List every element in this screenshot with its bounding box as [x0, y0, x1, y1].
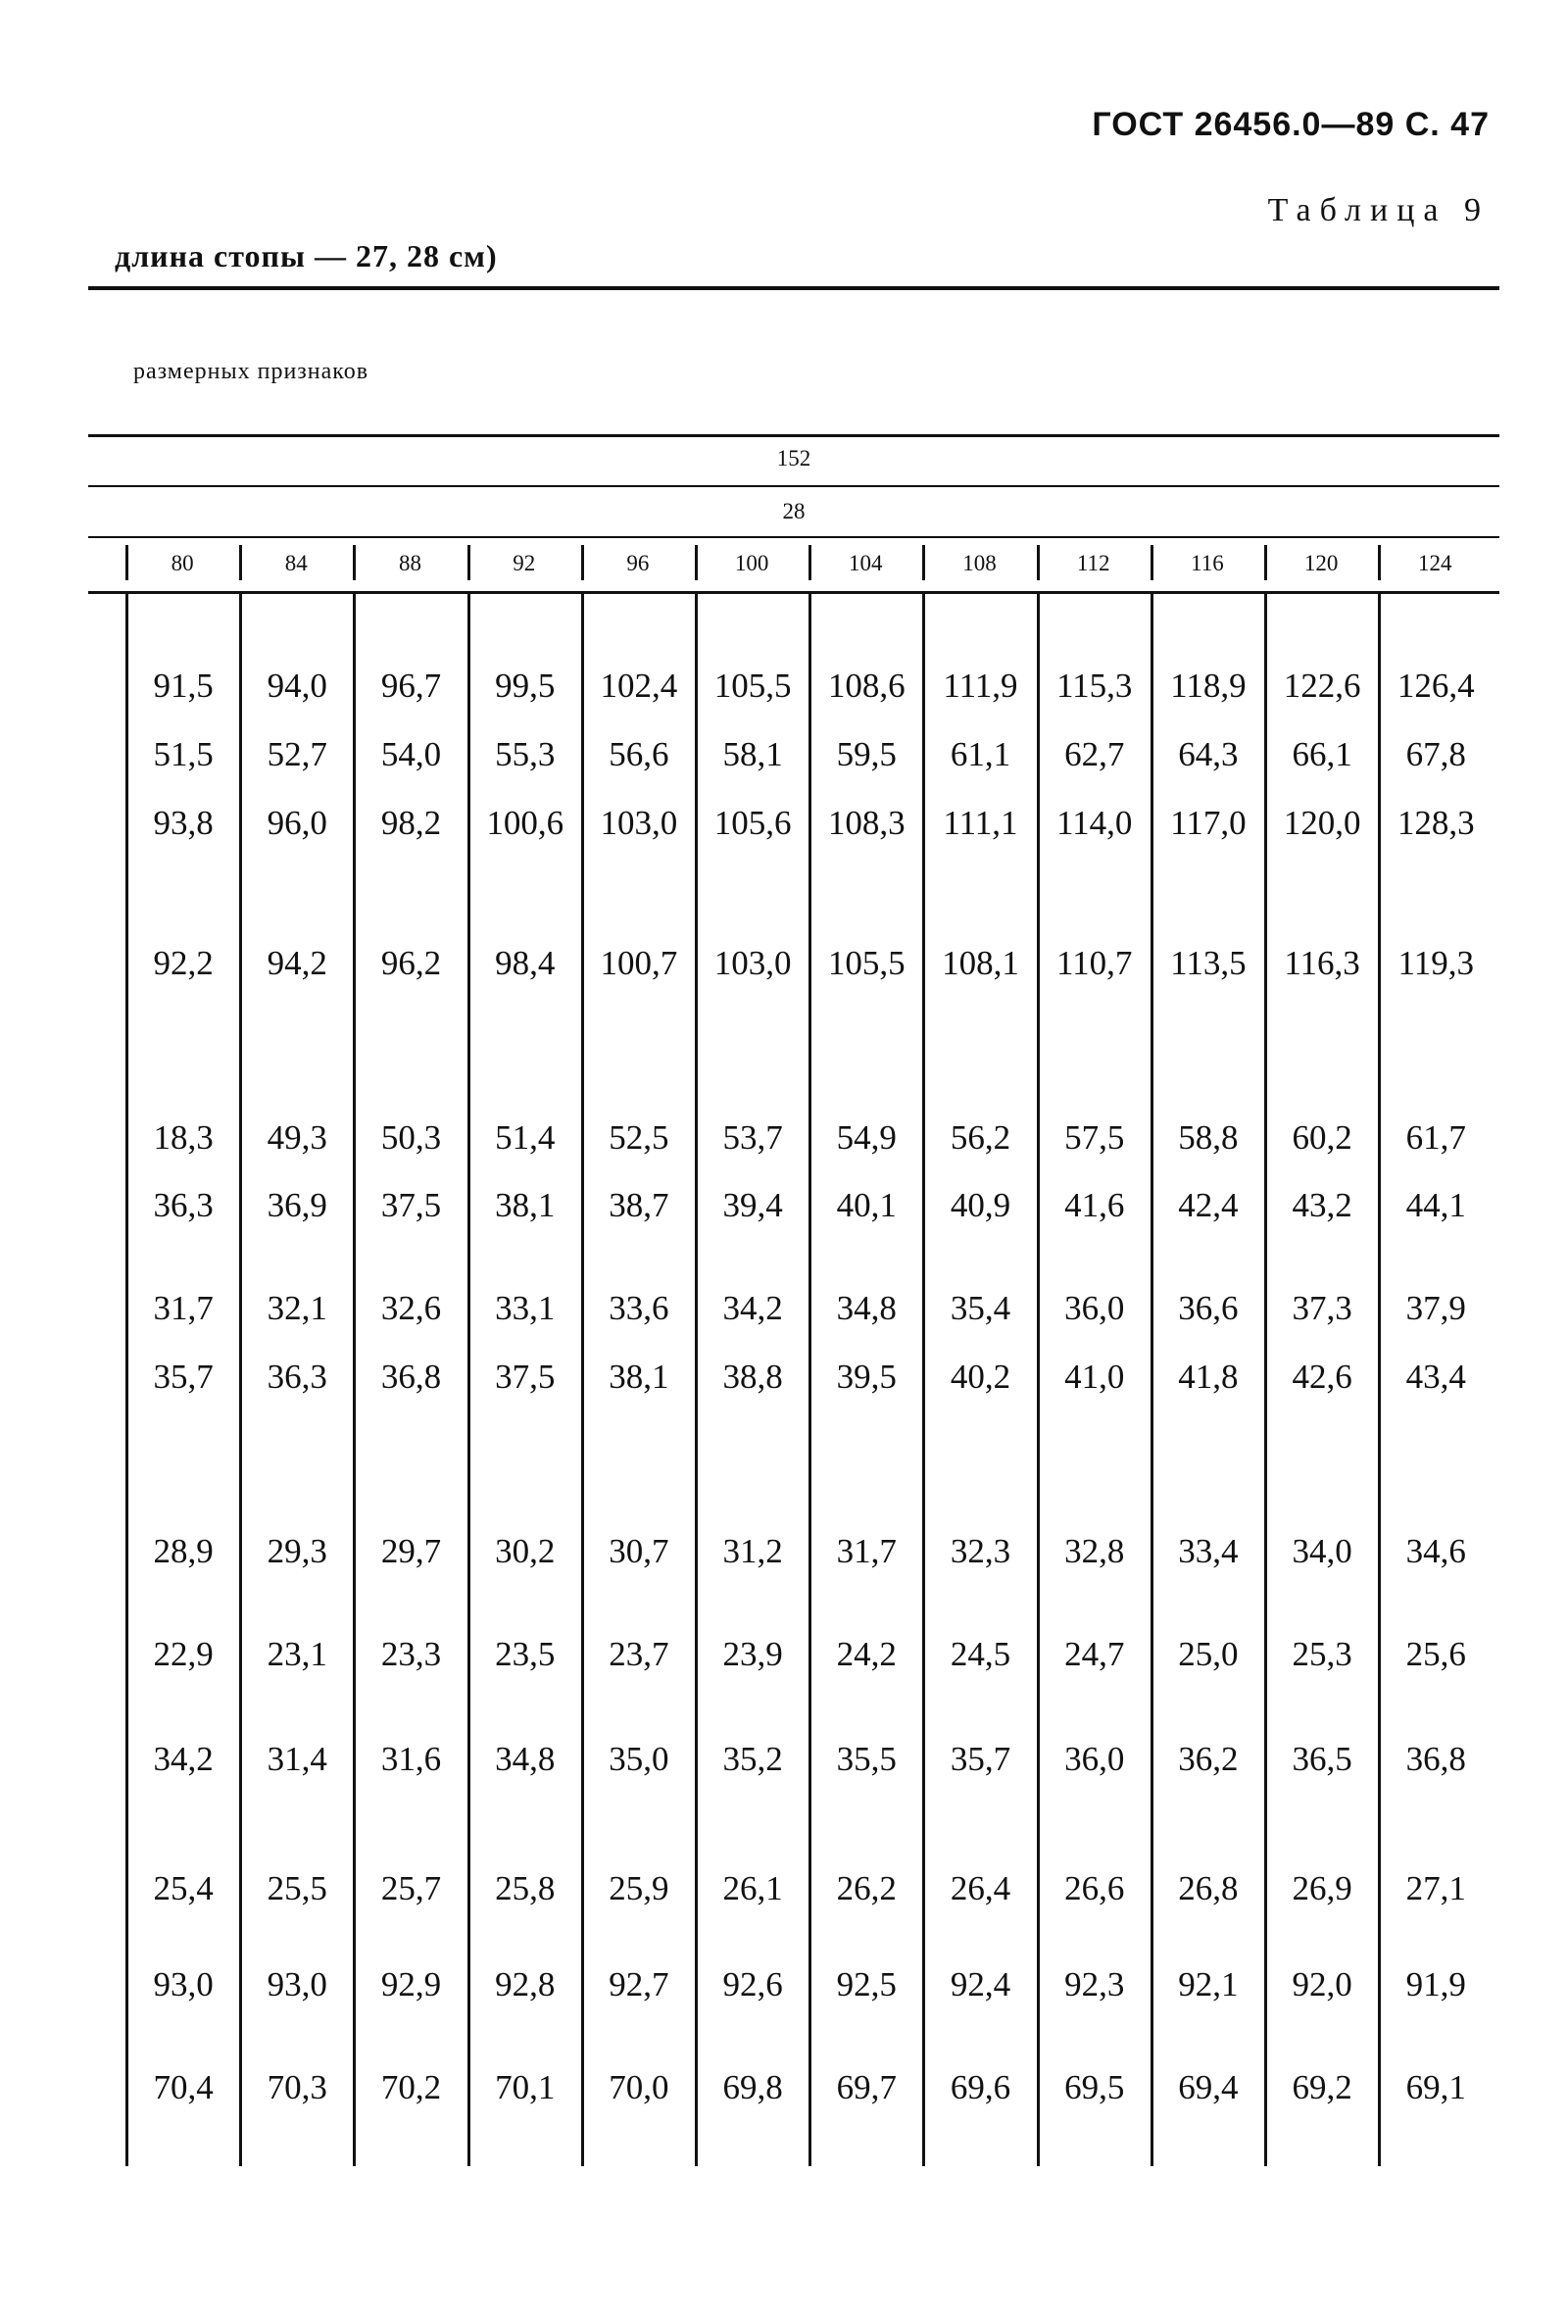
table-row: [88, 730, 1499, 779]
table-cell: 122,6: [1283, 667, 1361, 705]
table-cell: 23,3: [380, 1635, 442, 1673]
table-cell: 43,2: [1292, 1186, 1352, 1224]
table-cell: 56,6: [609, 735, 669, 773]
table-cell: 70,2: [380, 2068, 442, 2106]
table-cell: 115,3: [1055, 667, 1133, 705]
table-cell: 41,0: [1064, 1358, 1125, 1396]
table-cell: 37,3: [1292, 1289, 1352, 1327]
table-cell: 29,3: [267, 1532, 327, 1570]
table-cell: 36,3: [153, 1186, 214, 1224]
table-cell: 49,3: [267, 1118, 327, 1157]
table-row: [88, 1284, 1499, 1333]
table-cell: 26,9: [1292, 1869, 1352, 1907]
table-cell: 36,2: [1178, 1740, 1239, 1778]
table-cell: 69,2: [1292, 2068, 1352, 2106]
table-row: [88, 1735, 1499, 1784]
table-cell: 118,9: [1170, 667, 1247, 705]
table-cell: 61,7: [1405, 1118, 1466, 1157]
table-cell: 37,5: [495, 1358, 556, 1396]
column-header-separator: [239, 545, 242, 580]
table-cell: 52,5: [609, 1118, 669, 1157]
table-cell: 70,0: [609, 2068, 669, 2106]
table-cell: 22,9: [153, 1635, 214, 1673]
table-cell: 26,1: [722, 1869, 783, 1907]
table-cell: 93,8: [153, 804, 214, 842]
table-cell: 93,0: [267, 1965, 327, 2003]
table-cell: 126,4: [1396, 667, 1475, 705]
table-cell: 105,5: [713, 667, 792, 705]
table-row: [88, 1353, 1499, 1402]
table-cell: 40,9: [950, 1186, 1011, 1224]
table-cell: 31,7: [836, 1532, 897, 1570]
table-cell: 99,5: [495, 667, 556, 705]
table-cell: 100,6: [486, 804, 564, 842]
table-cell: 100,7: [600, 944, 678, 982]
table-cell: 26,6: [1064, 1869, 1125, 1907]
table-cell: 37,9: [1405, 1289, 1466, 1327]
table-cell: 113,5: [1170, 944, 1247, 982]
table-cell: 92,9: [380, 1965, 442, 2003]
table-label: Таблица 9: [1267, 192, 1490, 228]
column-header-separator: [467, 545, 470, 580]
column-header-separator: [353, 545, 356, 580]
table-cell: 55,3: [495, 735, 556, 773]
table-cell: 24,2: [836, 1635, 897, 1673]
table-cell: 29,7: [380, 1532, 442, 1570]
table-cell: 18,3: [153, 1118, 214, 1157]
table-cell: 35,5: [836, 1740, 897, 1778]
column-header-100: 100: [734, 551, 769, 575]
table-cell: 34,8: [836, 1289, 897, 1327]
table-cell: 24,7: [1064, 1635, 1125, 1673]
table-cell: 28,9: [153, 1532, 214, 1570]
table-cell: 33,4: [1178, 1532, 1239, 1570]
table-cell: 50,3: [380, 1118, 442, 1157]
table-cell: 91,5: [153, 667, 214, 705]
table-cell: 26,8: [1178, 1869, 1239, 1907]
table-cell: 98,2: [380, 804, 442, 842]
table-cell: 26,4: [950, 1869, 1011, 1907]
table-cell: 69,6: [950, 2068, 1011, 2106]
table-cell: 25,8: [495, 1869, 556, 1907]
table-cell: 24,5: [950, 1635, 1011, 1673]
table-cell: 41,8: [1178, 1358, 1239, 1396]
table-cell: 61,1: [950, 735, 1011, 773]
table-cell: 94,2: [267, 944, 327, 982]
table-cell: 27,1: [1405, 1869, 1466, 1907]
table-cell: 91,9: [1405, 1965, 1466, 2003]
column-header-84: 84: [284, 551, 308, 575]
table-subtitle: длина стопы — 27, 28 см): [115, 238, 498, 273]
table-cell: 25,5: [267, 1869, 327, 1907]
table-cell: 56,2: [950, 1118, 1011, 1157]
table-cell: 26,2: [836, 1869, 897, 1907]
table-cell: 67,8: [1405, 735, 1466, 773]
table-cell: 37,5: [380, 1186, 442, 1224]
table-cell: 92,3: [1064, 1965, 1125, 2003]
table-cell: 108,6: [827, 667, 906, 705]
table-cell: 105,5: [827, 944, 906, 982]
table-cell: 66,1: [1292, 735, 1352, 773]
table-cell: 69,7: [836, 2068, 897, 2106]
caption-note: размерных признаков: [133, 359, 369, 384]
table-cell: 42,4: [1178, 1186, 1239, 1224]
table-cell: 108,1: [942, 944, 1019, 982]
table-cell: 58,1: [722, 735, 783, 773]
table-cell: 31,4: [267, 1740, 327, 1778]
column-header-separator: [125, 545, 128, 580]
table-row: [88, 1960, 1499, 2009]
table-cell: 108,3: [827, 804, 906, 842]
table-cell: 36,0: [1064, 1289, 1125, 1327]
table-cell: 64,3: [1178, 735, 1239, 773]
table-cell: 30,2: [495, 1532, 556, 1570]
table-cell: 36,0: [1064, 1740, 1125, 1778]
table-cell: 36,8: [1405, 1740, 1466, 1778]
table-cell: 25,9: [609, 1869, 669, 1907]
table-cell: 110,7: [1055, 944, 1133, 982]
group-header-height: 152: [776, 446, 811, 470]
table-cell: 35,4: [950, 1289, 1011, 1327]
table-cell: 92,4: [950, 1965, 1011, 2003]
table-cell: 42,6: [1292, 1358, 1352, 1396]
table-row: [88, 1181, 1499, 1230]
column-header-separator: [1151, 545, 1153, 580]
table-cell: 25,4: [153, 1869, 214, 1907]
table-cell: 30,7: [609, 1532, 669, 1570]
header-rule-2: [88, 485, 1499, 487]
table-cell: 117,0: [1170, 804, 1247, 842]
column-header-104: 104: [849, 551, 883, 575]
table-cell: 32,6: [380, 1289, 442, 1327]
table-cell: 23,1: [267, 1635, 327, 1673]
table-cell: 34,0: [1292, 1532, 1352, 1570]
table-cell: 58,8: [1178, 1118, 1239, 1157]
table-cell: 43,4: [1405, 1358, 1466, 1396]
table-cell: 36,6: [1178, 1289, 1239, 1327]
header-rule-1: [88, 434, 1499, 437]
column-header-separator: [808, 545, 811, 580]
table-cell: 92,7: [609, 1965, 669, 2003]
table-cell: 70,1: [495, 2068, 556, 2106]
table-cell: 103,0: [600, 804, 678, 842]
table-cell: 31,7: [153, 1289, 214, 1327]
table-row: [88, 2063, 1499, 2112]
table-cell: 39,5: [836, 1358, 897, 1396]
table-cell: 69,1: [1405, 2068, 1466, 2106]
table-cell: 32,1: [267, 1289, 327, 1327]
column-header-92: 92: [513, 551, 536, 575]
table-cell: 120,0: [1283, 804, 1361, 842]
table-cell: 25,6: [1405, 1635, 1466, 1673]
column-header-80: 80: [171, 551, 194, 575]
table-cell: 111,1: [943, 804, 1018, 842]
table-cell: 38,7: [609, 1186, 669, 1224]
column-header-separator: [1264, 545, 1267, 580]
column-header-120: 120: [1303, 551, 1339, 575]
column-header-96: 96: [626, 551, 650, 575]
table-cell: 96,7: [380, 667, 442, 705]
table-cell: 96,2: [380, 944, 442, 982]
column-header-108: 108: [962, 551, 997, 575]
table-cell: 54,0: [380, 735, 442, 773]
table-row: [88, 1630, 1499, 1679]
table-cell: 103,0: [713, 944, 792, 982]
table-cell: 34,8: [495, 1740, 556, 1778]
table-cell: 51,4: [495, 1118, 556, 1157]
table-cell: 111,9: [943, 667, 1018, 705]
table-cell: 92,5: [836, 1965, 897, 2003]
table-cell: 92,0: [1292, 1965, 1352, 2003]
table-cell: 38,8: [722, 1358, 783, 1396]
table-cell: 98,4: [495, 944, 556, 982]
table-cell: 41,6: [1064, 1186, 1125, 1224]
data-table-body: [88, 593, 1499, 2166]
table-cell: 102,4: [600, 667, 678, 705]
table-cell: 31,6: [380, 1740, 442, 1778]
table-cell: 34,6: [1405, 1532, 1466, 1570]
group-header-foot-length: 28: [782, 499, 806, 523]
table-cell: 33,6: [609, 1289, 669, 1327]
column-header-separator: [1037, 545, 1040, 580]
column-header-88: 88: [398, 551, 421, 575]
table-cell: 93,0: [153, 1965, 214, 2003]
table-cell: 36,9: [267, 1186, 327, 1224]
table-cell: 32,8: [1064, 1532, 1125, 1570]
table-cell: 23,7: [609, 1635, 669, 1673]
table-cell: 35,0: [609, 1740, 669, 1778]
table-cell: 44,1: [1405, 1186, 1466, 1224]
column-header-separator: [695, 545, 698, 580]
standard-page-header: ГОСТ 26456.0—89 С. 47: [1092, 106, 1490, 143]
table-cell: 96,0: [267, 804, 327, 842]
table-cell: 25,0: [1178, 1635, 1239, 1673]
table-cell: 34,2: [153, 1740, 214, 1778]
table-cell: 92,6: [722, 1965, 783, 2003]
table-row: [88, 1527, 1499, 1576]
table-row: [88, 799, 1499, 848]
table-cell: 105,6: [713, 804, 792, 842]
table-cell: 36,8: [380, 1358, 442, 1396]
table-cell: 94,0: [267, 667, 327, 705]
table-row: [88, 939, 1499, 988]
table-cell: 25,7: [380, 1869, 442, 1907]
table-cell: 35,2: [722, 1740, 783, 1778]
table-row: [88, 1113, 1499, 1162]
table-cell: 62,7: [1064, 735, 1125, 773]
table-cell: 128,3: [1396, 804, 1475, 842]
table-cell: 92,1: [1178, 1965, 1239, 2003]
top-rule: [88, 286, 1499, 290]
table-row: [88, 662, 1499, 711]
table-cell: 53,7: [722, 1118, 783, 1157]
column-header-separator: [581, 545, 584, 580]
table-cell: 38,1: [609, 1358, 669, 1396]
table-cell: 40,1: [836, 1186, 897, 1224]
table-cell: 31,2: [722, 1532, 783, 1570]
table-cell: 38,1: [495, 1186, 556, 1224]
table-cell: 116,3: [1284, 944, 1360, 982]
table-cell: 40,2: [950, 1358, 1011, 1396]
table-cell: 52,7: [267, 735, 327, 773]
table-cell: 59,5: [836, 735, 897, 773]
table-cell: 60,2: [1292, 1118, 1352, 1157]
table-cell: 92,8: [495, 1965, 556, 2003]
table-cell: 34,2: [722, 1289, 783, 1327]
table-row: [88, 1864, 1499, 1913]
table-cell: 23,5: [495, 1635, 556, 1673]
table-cell: 35,7: [950, 1740, 1011, 1778]
table-cell: 57,5: [1064, 1118, 1125, 1157]
column-header-separator: [922, 545, 925, 580]
table-cell: 32,3: [950, 1532, 1011, 1570]
table-cell: 69,4: [1178, 2068, 1239, 2106]
table-cell: 36,3: [267, 1358, 327, 1396]
table-cell: 70,3: [267, 2068, 327, 2106]
table-cell: 39,4: [722, 1186, 783, 1224]
column-header-116: 116: [1191, 551, 1224, 575]
table-cell: 35,7: [153, 1358, 214, 1396]
table-cell: 70,4: [153, 2068, 214, 2106]
column-header-separator: [1378, 545, 1381, 580]
column-header-124: 124: [1418, 551, 1452, 575]
table-cell: 114,0: [1055, 804, 1133, 842]
table-cell: 23,9: [722, 1635, 783, 1673]
column-header-row: [88, 537, 1499, 592]
table-cell: 33,1: [495, 1289, 556, 1327]
table-cell: 25,3: [1292, 1635, 1352, 1673]
table-cell: 69,8: [722, 2068, 783, 2106]
table-cell: 51,5: [153, 735, 214, 773]
table-cell: 92,2: [153, 944, 214, 982]
table-cell: 54,9: [836, 1118, 897, 1157]
table-cell: 69,5: [1064, 2068, 1125, 2106]
table-cell: 36,5: [1292, 1740, 1352, 1778]
column-header-112: 112: [1076, 551, 1110, 575]
table-cell: 119,3: [1397, 944, 1474, 982]
